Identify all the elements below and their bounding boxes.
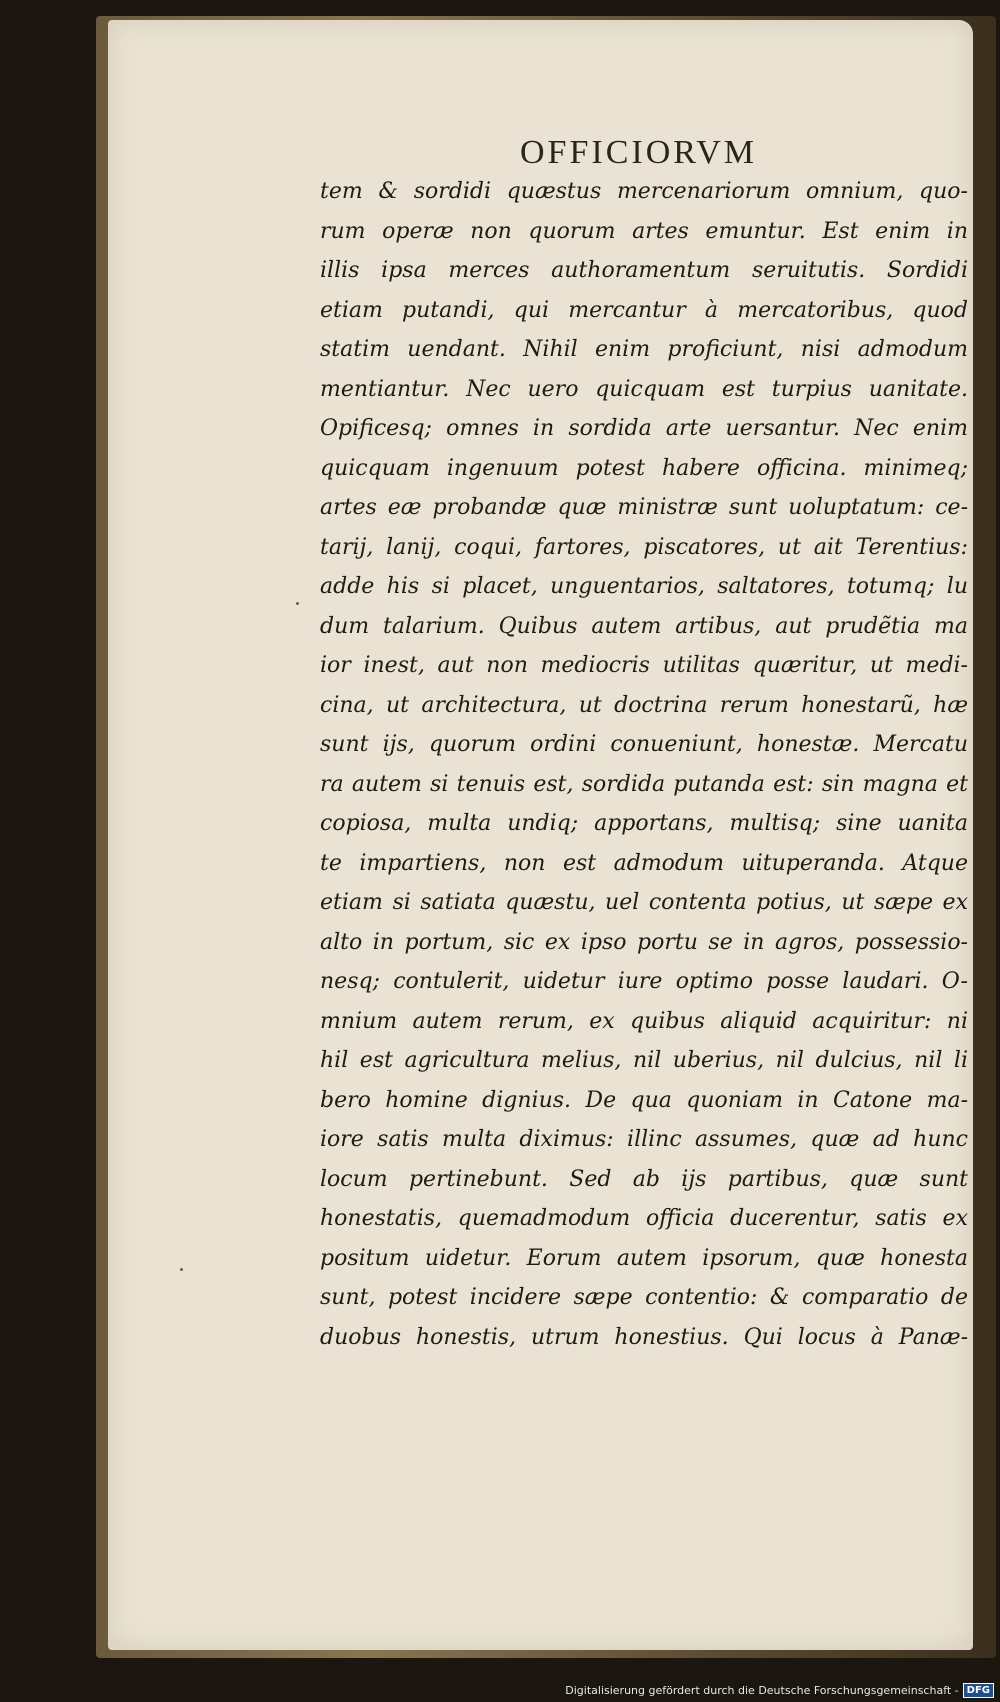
text-line: illis ipsa merces authoramentum seruitutis. Sordidi xyxy=(320,258,968,283)
digitization-credit xyxy=(565,1683,994,1698)
text-line: ior inest, aut non mediocris utilitas quæritur, ut medi- xyxy=(320,653,968,678)
text-line: adde his si placet, unguentarios, saltatores, totumq; lu xyxy=(320,574,968,599)
credit-text: Digitalisierung gefördert durch die Deutsche Forschungsgemeinschaft - xyxy=(565,1684,959,1697)
text-line: duobus honestis, utrum honestius. Qui locus à Panæ- xyxy=(320,1324,968,1350)
text-line: dum talarium. Quibus autem artibus, aut prudẽtia ma xyxy=(320,613,968,639)
text-line: etiam si satiata quæstu, uel contenta potius, ut sæpe ex xyxy=(320,890,968,915)
text-line: positum uidetur. Eorum autem ipsorum, quæ honesta xyxy=(320,1245,968,1271)
text-line: rum operæ non quorum artes emuntur. Est enim in xyxy=(320,218,968,244)
text-line: mentiantur. Nec uero quicquam est turpius uanitate. xyxy=(320,376,968,402)
text-line: quicquam ingenuum potest habere officina. minimeq; xyxy=(320,455,968,481)
text-line: cina, ut architectura, ut doctrina rerum honestarũ, hæ xyxy=(320,692,968,718)
text-line: artes eæ probandæ quæ ministræ sunt uoluptatum: ce- xyxy=(320,495,968,520)
text-line: ra autem si tenuis est, sordida putanda est: sin magna et xyxy=(320,771,968,797)
dfg-logo: DFG xyxy=(963,1683,994,1698)
text-line: iore satis multa diximus: illinc assumes, quæ ad hunc xyxy=(320,1127,968,1152)
text-line: bero homine dignius. De qua quoniam in Catone ma- xyxy=(320,1087,968,1113)
text-line: alto in portum, sic ex ipso portu se in agros, possessio- xyxy=(320,929,968,955)
text-line: etiam putandi, qui mercantur à mercatoribus, quod xyxy=(320,297,968,323)
body-text xyxy=(320,172,968,1357)
text-line: copiosa, multa undiq; apportans, multisq; sine uanita xyxy=(320,811,968,836)
text-line: sunt, potest incidere sæpe contentio: & comparatio de xyxy=(320,1285,968,1310)
text-line: nesq; contulerit, uidetur iure optimo posse laudari. O- xyxy=(320,969,968,994)
text-line: statim uendant. Nihil enim proficiunt, nisi admodum xyxy=(320,337,968,362)
text-line: sunt ijs, quorum ordini conueniunt, honestæ. Mercatu xyxy=(320,732,968,757)
text-line: mnium autem rerum, ex quibus aliquid acquiritur: ni xyxy=(320,1008,968,1034)
paper-speck xyxy=(296,602,299,605)
running-head: OFFICIORVM xyxy=(520,134,757,171)
text-line: locum pertinebunt. Sed ab ijs partibus, quæ sunt xyxy=(320,1166,968,1192)
text-line: tarij, lanij, coqui, fartores, piscatores, ut ait Terentius: xyxy=(320,534,968,560)
text-line: Opificesq; omnes in sordida arte uersantur. Nec enim xyxy=(320,416,968,441)
text-line: honestatis, quemadmodum officia ducerentur, satis ex xyxy=(320,1206,968,1231)
text-line: hil est agricultura melius, nil uberius, nil dulcius, nil li xyxy=(320,1048,968,1073)
paper-speck xyxy=(180,1268,183,1271)
text-line: te impartiens, non est admodum uituperanda. Atque xyxy=(320,850,968,876)
text-line: tem & sordidi quæstus mercenariorum omnium, quo- xyxy=(320,179,968,204)
